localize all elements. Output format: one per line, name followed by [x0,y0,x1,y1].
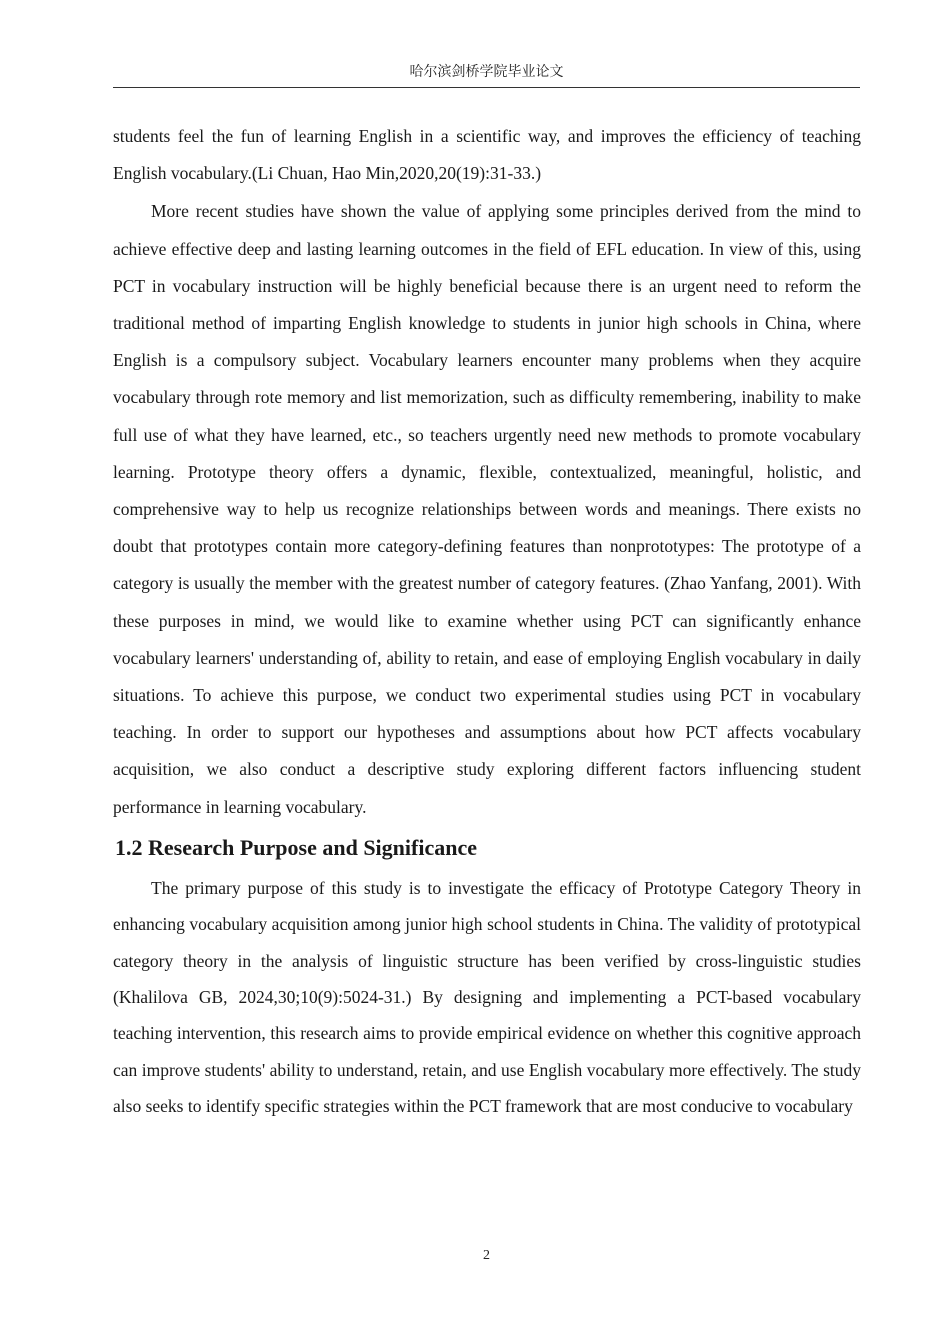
paragraph-continued: students feel the fun of learning English in a scientific way, and improves the efficiency of teaching English vocabulary.(Li Chuan, Hao Min,2020,20(19):31-33.) [113,126,861,184]
paragraph-recent-studies: More recent studies have shown the value of applying some principles derived from the mind to achieve effective deep and lasting learning outcomes in the field of EFL education. In view of this, using PCT in vocabulary instruction will be highly beneficial because there is an urgent need to reform the traditional method of imparting English knowledge to students in junior high schools in China, where English is a compulsory subject. Vocabulary learners encounter many problems when they acquire vocabulary through rote memory and list memorization, such as difficulty remembering, inability to make full use of what they have learned, etc., so teachers urgently need new methods to promote vocabulary learning. Prototype theory offers a dynamic, flexible, contextualized, meaningful, holistic, and comprehensive way to help us recognize relationships between words and meanings. There exists no doubt that prototypes contain more category-defining features than nonprototypes: The prototype of a category is usually the member with the greatest number of category features. (Zhao Yanfang, 2001). With these purposes in mind, we would like to examine whether using PCT can significantly enhance vocabulary learners' understanding of, ability to retain, and ease of employing English vocabulary in daily situations. To achieve this purpose, we conduct two experimental studies using PCT in vocabulary teaching. In order to support our hypotheses and assumptions about how PCT affects vocabulary acquisition, we also conduct a descriptive study exploring different factors influencing student performance in learning vocabulary. [113,201,861,817]
body-content [113,118,861,1125]
page-number: 2 [483,1248,490,1263]
running-header: 哈尔滨剑桥学院毕业论文 [409,64,564,80]
paragraph-primary-purpose: The primary purpose of this study is to investigate the efficacy of Prototype Category Theory in enhancing vocabulary acquisition among junior high school students in China. The validity of prototypical category theory in the analysis of linguistic structure has been verified by cross-linguistic studies (Khalilova GB, 2024,30;10(9):5024-31.) By designing and implementing a PCT-based vocabulary teaching intervention, this research aims to provide empirical evidence on whether this cognitive approach can improve students' ability to understand, retain, and use English vocabulary more effectively. The study also seeks to identify specific strategies within the PCT framework that are most conducive to vocabulary [113,877,861,1117]
header-divider [113,87,860,88]
section-heading: 1.2 Research Purpose and Significance [115,834,477,860]
